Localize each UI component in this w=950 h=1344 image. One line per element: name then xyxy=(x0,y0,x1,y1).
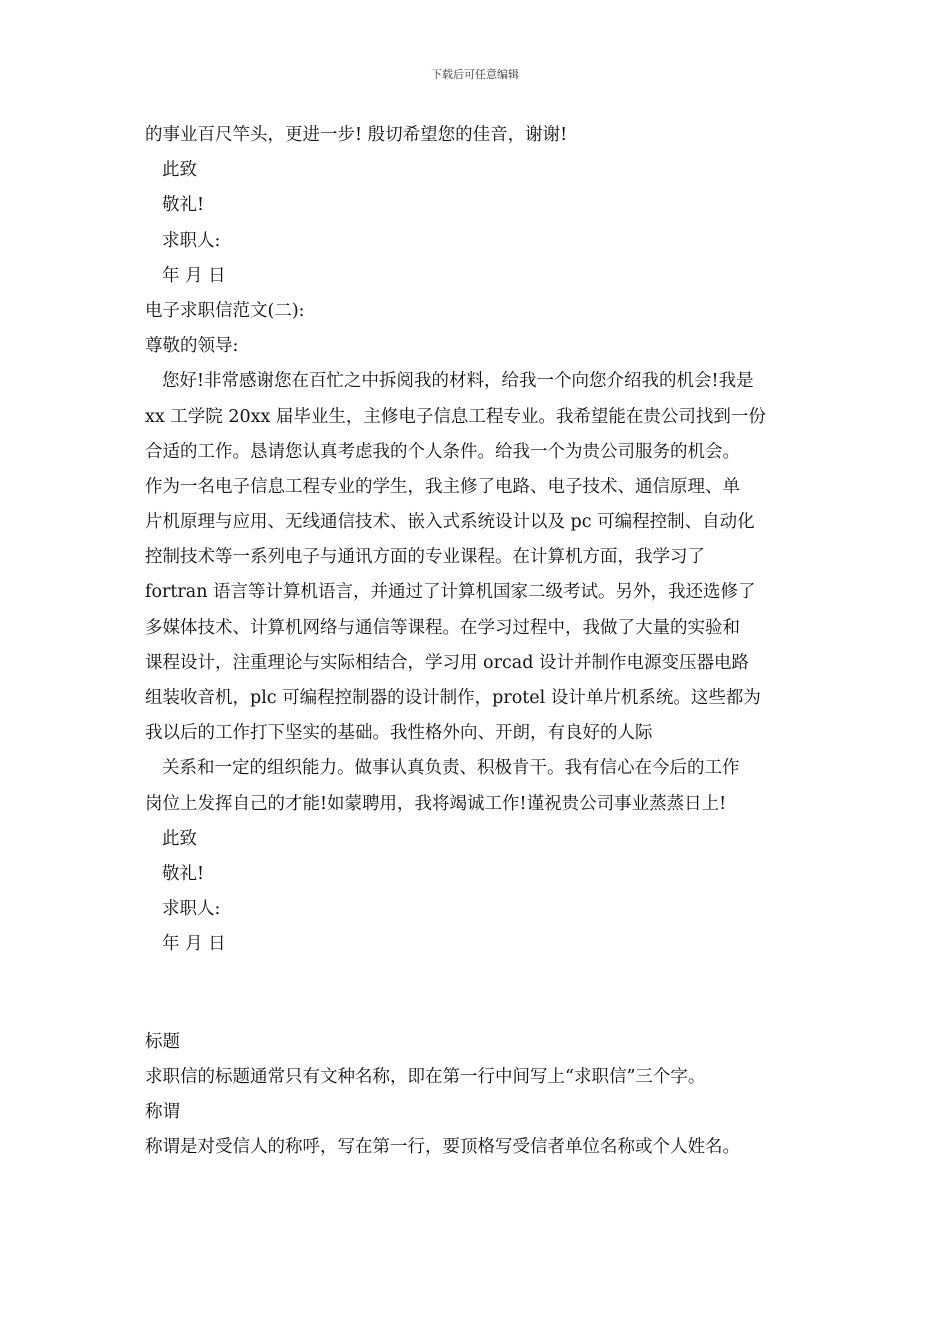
section-text: 称谓是对受信人的称呼，写在第一行，要顶格写受信者单位名称或个人姓名。 xyxy=(145,1137,740,1158)
paragraph-line: 作为一名电子信息工程专业的学生，我主修了电路、电子技术、通信原理、单 xyxy=(145,476,740,497)
closing-line: 此致 xyxy=(162,160,197,181)
paragraph-line: 多媒体技术、计算机网络与通信等课程。在学习过程中，我做了大量的实验和 xyxy=(145,617,740,638)
document-body xyxy=(145,118,810,1165)
section-title: 标题 xyxy=(145,1031,180,1052)
closing-line: 此致 xyxy=(162,828,197,849)
signature-line: 求职人: xyxy=(162,230,221,251)
salutation-line: 敬礼! xyxy=(162,863,205,884)
paragraph-line: 控制技术等一系列电子与通讯方面的专业课程。在计算机方面，我学习了 xyxy=(145,547,705,568)
paragraph-line: 我以后的工作打下坚实的基础。我性格外向、开朗，有良好的人际 xyxy=(145,723,653,744)
paragraph-line: 片机原理与应用、无线通信技术、嵌入式系统设计以及 pc 可编程控制、自动化 xyxy=(145,512,755,533)
salutation-line: 敬礼! xyxy=(162,195,205,216)
signature-line: 求职人: xyxy=(162,899,221,920)
date-line: 年 月 日 xyxy=(162,934,226,955)
page-header: 下载后可任意编辑 xyxy=(431,68,519,81)
paragraph-line: 的事业百尺竿头，更进一步! 殷切希望您的佳音，谢谢! xyxy=(145,125,568,145)
paragraph-line: 组装收音机，plc 可编程控制器的设计制作，protel 设计单片机系统。这些都为 xyxy=(145,688,761,708)
paragraph-line: 课程设计，注重理论与实际相结合，学习用 orcad 设计并制作电源变压器电路 xyxy=(145,652,749,673)
section-heading: 电子求职信范文(二): xyxy=(145,300,305,321)
greeting-line: 尊敬的领导: xyxy=(145,336,239,357)
paragraph-line: xx 工学院 20xx 届毕业生，主修电子信息工程专业。我希望能在贵公司找到一份 xyxy=(145,406,766,427)
paragraph-line: 合适的工作。恳请您认真考虑我的个人条件。给我一个为贵公司服务的机会。 xyxy=(145,441,740,462)
section-text: 求职信的标题通常只有文种名称，即在第一行中间写上“求职信”三个字。 xyxy=(145,1066,706,1087)
paragraph-line: fortran 语言等计算机语言，并通过了计算机国家二级考试。另外，我还选修了 xyxy=(145,582,756,603)
section-title: 称谓 xyxy=(145,1101,180,1122)
paragraph-line: 岗位上发挥自己的才能!如蒙聘用，我将竭诚工作!谨祝贵公司事业蒸蒸日上! xyxy=(145,793,727,814)
spacer xyxy=(145,963,810,1025)
paragraph-line: 关系和一定的组织能力。做事认真负责、积极肯干。我有信心在今后的工作 xyxy=(162,758,740,779)
paragraph-line: 您好!非常感谢您在百忙之中拆阅我的材料，给我一个向您介绍我的机会!我是 xyxy=(162,371,754,392)
date-line: 年 月 日 xyxy=(162,265,226,286)
